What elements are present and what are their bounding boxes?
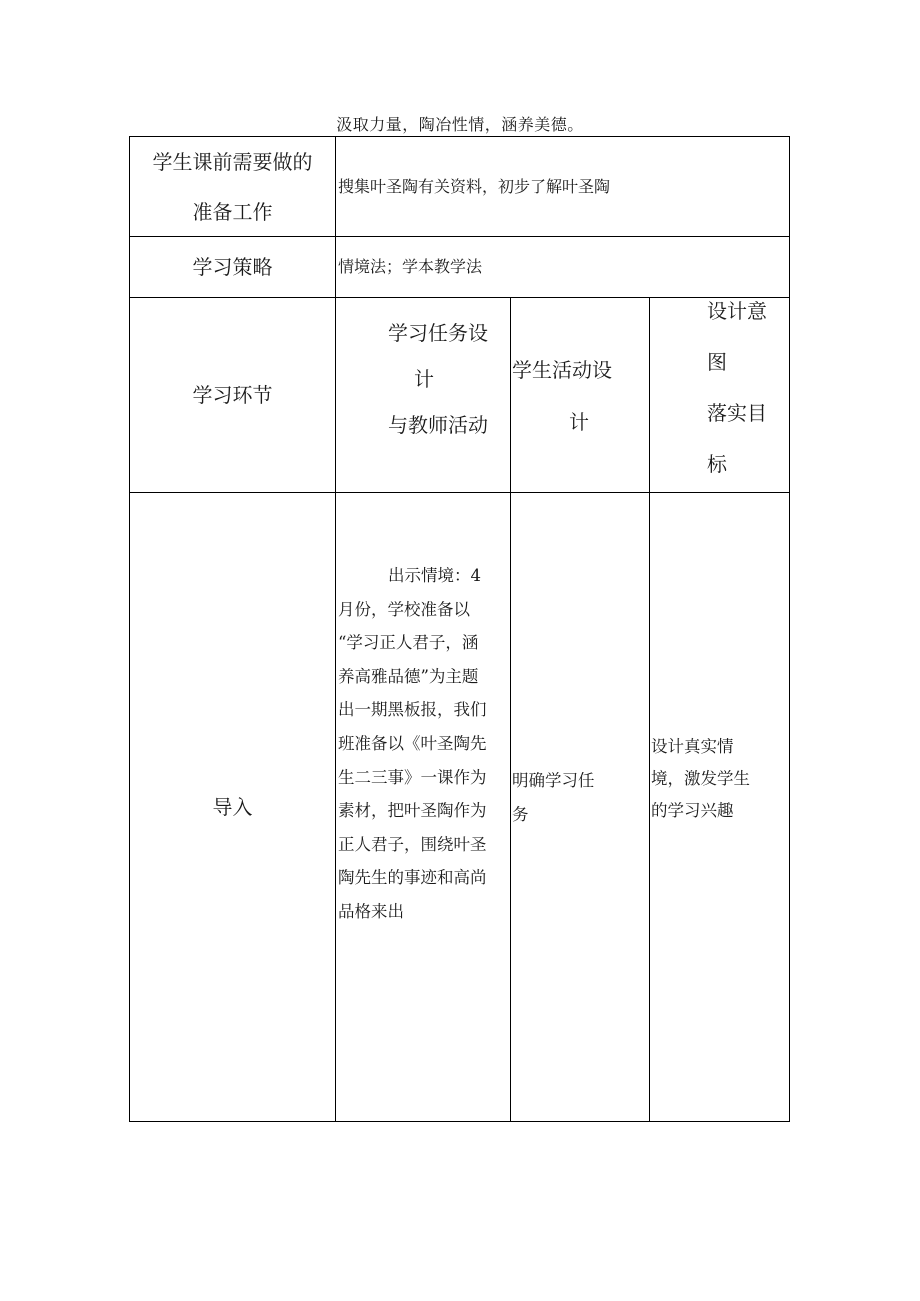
prep-label-line1: 学生课前需要做的 — [152, 150, 313, 174]
strategy-label: 学习策略 — [192, 255, 273, 279]
student-header-cell — [511, 298, 649, 492]
intro-task-line: 班准备以《叶圣陶先 — [338, 733, 487, 753]
intro-task-line: 养高雅品德”为主题 — [338, 666, 479, 686]
intro-task-line: 出示情境：4 — [388, 566, 481, 585]
intro-student-cell — [512, 764, 648, 864]
strategy-content: 情境法；学本教学法 — [338, 257, 483, 276]
intro-task-line: 品格来出 — [338, 901, 404, 921]
intro-task-line: 素材，把叶圣陶作为 — [338, 801, 487, 821]
intro-task-line: 出一期黑板报，我们 — [338, 700, 487, 720]
intro-task-line: 月份，学校准备以 — [338, 599, 470, 619]
stage-label-cell — [130, 298, 335, 492]
intro-label: 导入 — [212, 795, 253, 819]
prep-content: 搜集叶圣陶有关资料，初步了解叶圣陶 — [338, 177, 611, 196]
intent-header-line: 设计意 — [707, 299, 767, 323]
intro-task-line: 正人君子，围绕叶圣 — [338, 834, 487, 854]
intro-intent-line: 设计真实情 — [651, 737, 734, 756]
task-header-line: 学习任务设 — [388, 321, 488, 345]
student-header-line: 计 — [569, 410, 589, 434]
intro-task-line: 生二三事》一课作为 — [338, 767, 487, 787]
intent-header-line: 图 — [707, 350, 727, 374]
intent-header-cell — [650, 286, 789, 480]
intro-intent-cell — [651, 731, 789, 871]
intent-header-line: 落实目 — [707, 401, 767, 425]
stage-label: 学习环节 — [192, 383, 273, 407]
strategy-label-cell — [130, 237, 335, 297]
intro-student-line: 务 — [512, 805, 529, 824]
intro-task-cell — [338, 559, 510, 1079]
intro-intent-line: 境，激发学生 — [651, 769, 750, 788]
intro-task-line: “学习正人君子，涵 — [338, 633, 479, 653]
prep-label-line2: 准备工作 — [192, 200, 273, 224]
column-divider — [335, 136, 336, 1122]
task-header-line: 计 — [414, 367, 434, 391]
intent-header-line: 标 — [707, 452, 727, 476]
prep-label-cell — [130, 137, 335, 236]
task-header-cell — [336, 298, 510, 492]
header-line: 汲取力量，陶冶性情，涵养美德。 — [336, 115, 584, 134]
prep-content-cell — [338, 137, 788, 236]
student-header-line: 学生活动设 — [512, 358, 612, 382]
intro-intent-line: 的学习兴趣 — [651, 801, 734, 820]
intro-task-line: 陶先生的事迹和高尚 — [338, 868, 487, 888]
intro-student-line: 明确学习任 — [512, 771, 595, 790]
table-border-right — [789, 136, 790, 1122]
task-header-line: 与教师活动 — [388, 413, 488, 437]
intro-label-cell — [130, 493, 335, 1121]
table-border-bottom — [129, 1121, 790, 1122]
